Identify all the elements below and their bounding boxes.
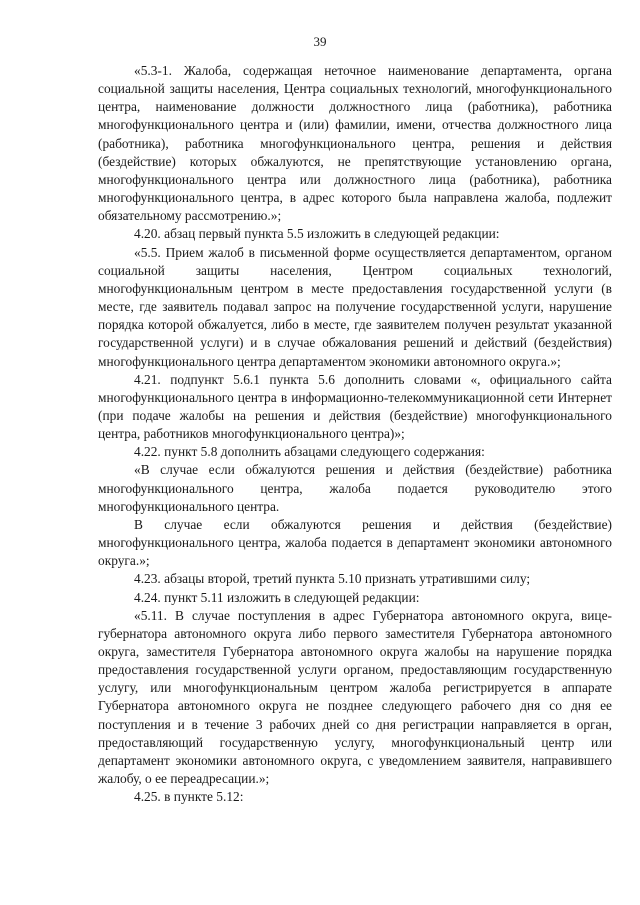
paragraph-5-5: «5.5. Прием жалоб в письменной форме осуществляется департаментом, органом социальной защиты населения, Центром социальных технологий, многофункциональным центром в месте предоставления государственной услуги (в месте, где заявитель подавал запрос на получение государственной услуги, нарушение порядка которой обжалуется, либо в месте, где заявителем получен результат указанной государственной услуги) и в случае обжалования решений и действий (бездействия) многофункционального центра департаментом экономики автономного округа.»; (98, 244, 612, 369)
paragraph-5-8-addition-2: В случае если обжалуются решения и действия (бездействие) многофункционального центра, жалоба подается в департамент экономики автономного округа.»; (98, 516, 612, 569)
paragraph-5-3-1: «5.3-1. Жалоба, содержащая неточное наименование департамента, органа социальной защиты населения, Центра социальных технологий, многофункционального центра, наименование должности должностного лица (работника), работника многофункционального центра и (или) фамилии, имени, отчества должностного лица (работника), работника многофункционального центра, решения и действия (бездействие) которых обжалуются, не препятствующие установлению органа, многофункционального центра или должностного лица (работника), работника многофункционального центра, в адрес которого была направлена жалоба, подлежит обязательному рассмотрению.»; (98, 63, 612, 224)
paragraph-4-25: 4.25. в пункте 5.12: (134, 789, 244, 805)
paragraph-5-8-addition-1: «В случае если обжалуются решения и действия (бездействие) работника многофункционального центра, жалоба подается руководителю этого многофункционального центра. (98, 462, 612, 514)
page-number: 39 (313, 34, 327, 49)
paragraph-4-20: 4.20. абзац первый пункта 5.5 изложить в следующей редакции: (134, 226, 500, 242)
paragraph-4-24: 4.24. пункт 5.11 изложить в следующей редакции: (134, 589, 420, 605)
paragraph-5-11: «5.11. В случае поступления в адрес Губернатора автономного округа, вице-губернатора автономного округа либо первого заместителя Губернатора автономного округа, заместителя Губернатора автономного округа жалобы на нарушение порядка предоставления государственной услуги органом, предоставляющим государственную услугу, или многофункциональным центром жалоба регистрируется в аппарате Губернатора автономного округа не позднее следующего рабочего дня со дня ее поступления и в течение 3 рабочих дней со дня регистрации направляется в орган, предоставляющий государственную услугу, многофункциональный центр или департамент экономики автономного округа, с уведомлением заявителя, направившего жалобу, о ее переадресации.»; (98, 607, 612, 787)
paragraph-4-23: 4.23. абзацы второй, третий пункта 5.10 признать утратившими силу; (134, 571, 531, 587)
paragraph-4-22: 4.22. пункт 5.8 дополнить абзацами следующего содержания: (134, 444, 485, 460)
paragraph-4-21: 4.21. подпункт 5.6.1 пункта 5.6 дополнить словами «, официального сайта многофункционального центра в информационно-телекоммуникационной сети Интернет (при подаче жалобы на решения и действия (бездействие) многофункционального центра, работников многофункционального центра)»; (98, 371, 612, 442)
document-body (98, 62, 612, 806)
